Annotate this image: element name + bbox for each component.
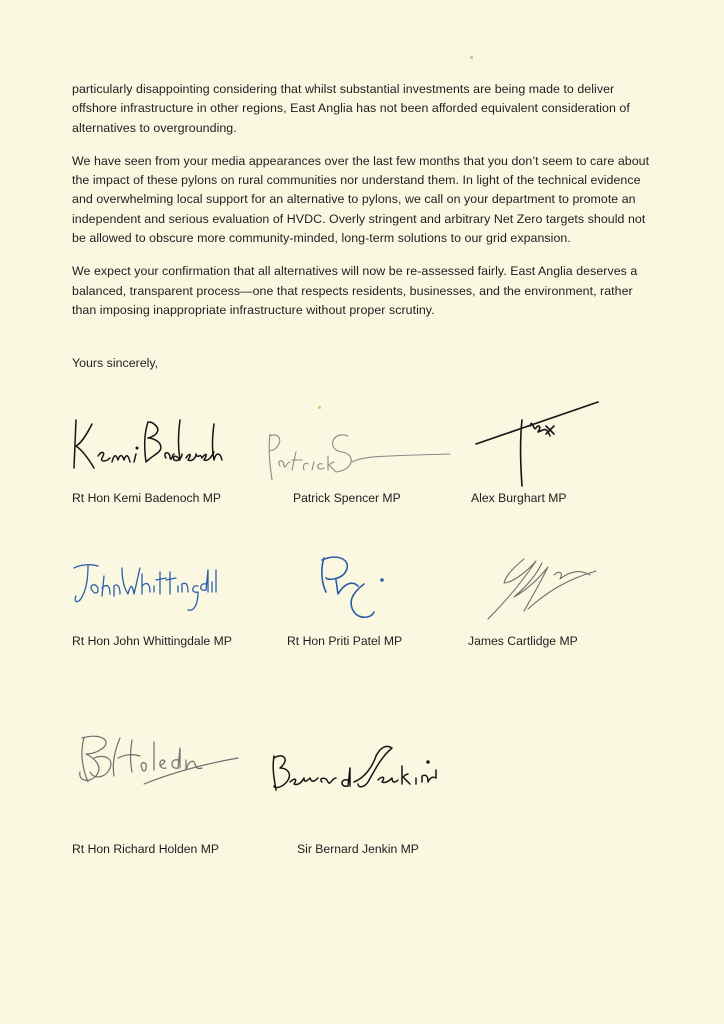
signatory-name: Rt Hon Priti Patel MP	[287, 634, 403, 648]
signature-james-cartlidge	[484, 553, 604, 623]
paragraph-2: We have seen from your media appearances over the last few months that you don’t seem to care about the impact of these pylons on rural communities nor understand them. In light of the technical evidence and overwhelming local support for an alternative to pylons, we call on your department to promote an independent and serious evaluation of HVDC. Overly stringent and arbitrary Net Zero targets should not be allowed to obscure more community-minded, long-term solutions to our grid expansion.	[72, 153, 650, 246]
paper-speck	[470, 56, 473, 59]
closing-salutation: Yours sincerely,	[72, 356, 159, 370]
signature-bernard-jenkin	[268, 738, 448, 798]
letter-body	[72, 80, 652, 334]
signature-richard-holden	[74, 728, 244, 792]
signatory-name: Alex Burghart MP	[471, 491, 567, 505]
signature-priti-patel	[316, 550, 396, 626]
signatory-name: Sir Bernard Jenkin MP	[297, 842, 419, 856]
paragraph-3: We expect your confirmation that all alternatives will now be re-assessed fairly. East Anglia deserves a balanced, transparent process—one that respects residents, businesses, and the environment, rather than imposing inappropriate infrastructure without proper scrutiny.	[72, 264, 638, 317]
signature-alex-burghart	[472, 398, 612, 488]
signature-patrick-spencer	[262, 426, 452, 486]
signature-john-whittingdale	[70, 556, 220, 616]
signature-kemi-badenoch	[68, 414, 228, 474]
paragraph-1: particularly disappointing considering that whilst substantial investments are being made to deliver offshore infrastructure in other regions, East Anglia has not been afforded equivalent consideration of alternatives to overgrounding.	[72, 82, 630, 135]
signatory-name: Patrick Spencer MP	[293, 491, 401, 505]
signatory-name: Rt Hon Richard Holden MP	[72, 842, 219, 856]
signatory-name: Rt Hon John Whittingdale MP	[72, 634, 232, 648]
paper-speck	[318, 406, 321, 409]
signatory-name: Rt Hon Kemi Badenoch MP	[72, 491, 222, 505]
signatory-name: James Cartlidge MP	[468, 634, 578, 648]
